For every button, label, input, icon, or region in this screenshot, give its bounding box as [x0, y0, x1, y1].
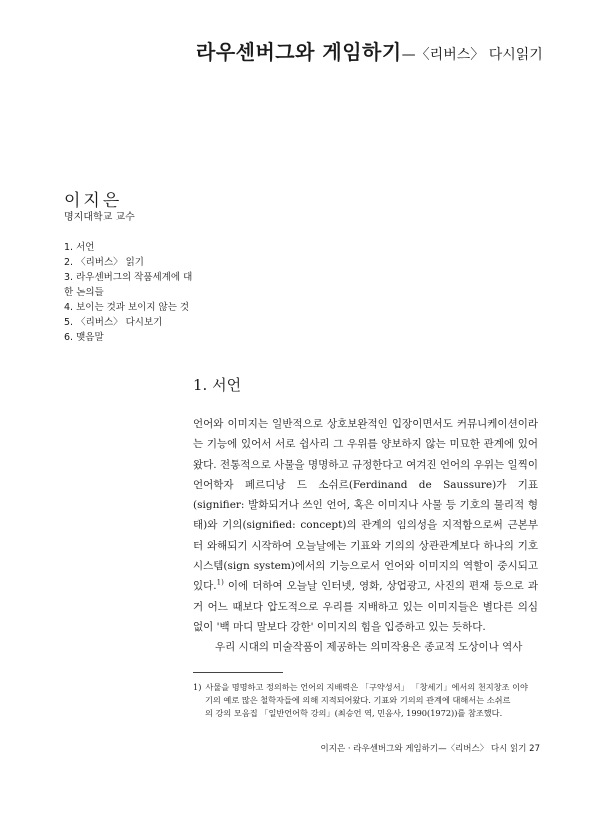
body-text — [193, 414, 538, 658]
toc-item: 6. 맺음말 — [64, 332, 104, 343]
article-title-subtitle: —〈리버스〉 다시읽기 — [401, 47, 543, 63]
author-affiliation: 명지대학교 교수 — [64, 212, 135, 223]
article-title-main: 라우센버그와 게임하기 — [196, 40, 402, 64]
paragraph — [193, 414, 538, 637]
toc-item: 3. 라우센버그의 작품세계에 대 — [64, 272, 193, 283]
footnote-number: 1) — [193, 682, 202, 692]
toc-item: 4. 보이는 것과 보이지 않는 것 — [64, 302, 190, 313]
footnote-divider — [193, 672, 283, 673]
footnote — [193, 681, 538, 720]
footnote-line: 사물을 명명하고 정의하는 언어의 지배력은 「구약성서」 「창세기」에서의 천지창조 이야 — [205, 682, 528, 692]
footnote-ref: 1) — [216, 578, 224, 587]
running-footer — [300, 742, 540, 754]
footnote-line: 의 강의 모음집 「일반언어학 강의」(최승언 역, 민음사, 1990(1972))를 참조했다. — [205, 708, 503, 718]
toc-item: 1. 서언 — [64, 242, 95, 253]
paragraph-text: 언어와 이미지는 일반적으로 상호보완적인 입장이면서도 커뮤니케이션이라는 기능에 있어서 서로 쉽사리 그 우위를 양보하지 않는 미묘한 관계에 있어왔다. 전통적으로 사물을 명명하고 규정한다고 여겨진 언어의 우위는 일찍이 언어학자 페르디낭 드 소쉬르(Ferdinand de Saussure)가 기표(signifier: 발화되거나 쓰인 언어, 혹은 이미지나 사물 등 기호의 물리적 형태)와 기의(signified: concept)의 관계의 임의성을 지적함으로써 근본부터 와해되기 시작하여 오늘날에는 기표와 기의의 상관관계보다 하나의 기호시스템(sign system)에서의 기능으로서 언어와 이미지의 역할이 중시되고 있다. — [193, 418, 538, 593]
toc-item: 5. 〈리버스〉 다시보기 — [64, 317, 163, 328]
page-number: 27 — [529, 744, 540, 754]
toc-item: 한 논의들 — [64, 287, 104, 298]
paragraph-text: 이에 더하여 오늘날 인터넷, 영화, 상업광고, 사진의 편재 등으로 과거 어느 때보다 압도적으로 우리를 지배하고 있는 이미지들은 별다른 의심 없이 '백 마디 말보다 강한' 이미지의 힘을 입증하고 있는 듯하다. — [193, 580, 538, 633]
table-of-contents — [64, 240, 244, 345]
running-head: 이지은 · 라우센버그와 게임하기—〈리버스〉 다시 읽기 — [320, 744, 527, 754]
section-heading: 1. 서언 — [193, 376, 242, 394]
footnote-line: 기의 예로 많은 철학자들에 의해 지적되어왔다. 기표와 기의의 관계에 대해서는 소쉬르 — [205, 695, 511, 705]
article-title — [196, 36, 543, 65]
paragraph: 우리 시대의 미술작품이 제공하는 의미작용은 종교적 도상이나 역사 — [215, 641, 523, 654]
toc-item: 2. 〈리버스〉 읽기 — [64, 257, 144, 268]
author-name: 이지은 — [64, 191, 123, 211]
